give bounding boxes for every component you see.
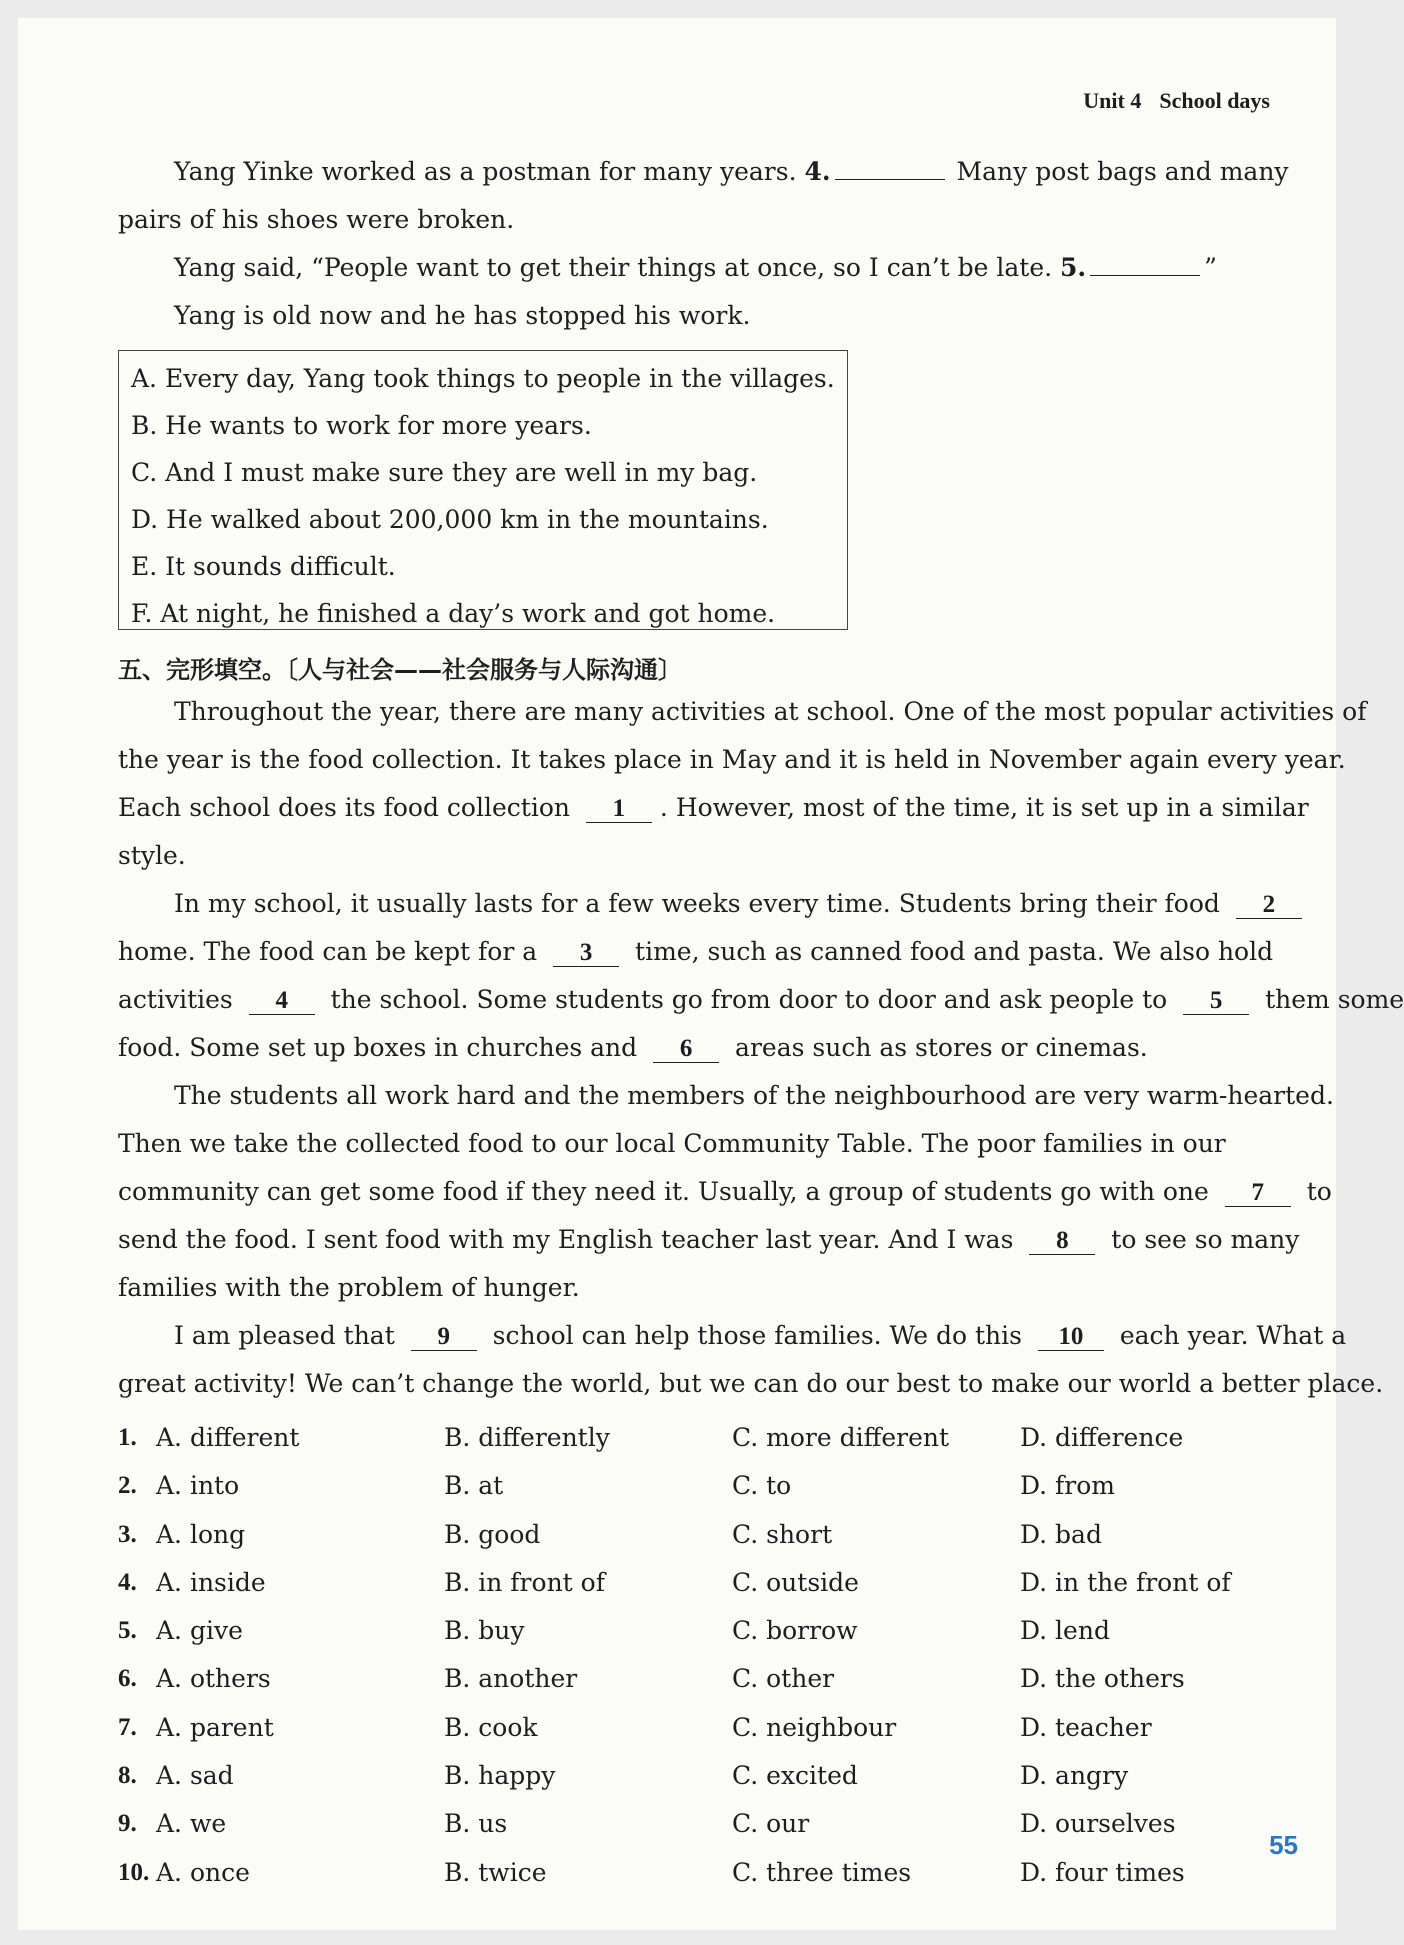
- cloze-text: each year. What a: [1111, 1321, 1347, 1350]
- choice-a: A. sad: [156, 1761, 234, 1791]
- question-number: 6.: [118, 1665, 137, 1693]
- sentence-option: D. He walked about 200,000 km in the mountains.: [131, 505, 769, 534]
- cloze-line: [118, 880, 1308, 928]
- question-number: 2.: [118, 1472, 137, 1500]
- reading-passage: [118, 148, 1308, 340]
- cloze-text: families with the problem of hunger.: [118, 1273, 580, 1302]
- cloze-text: In my school, it usually lasts for a few weeks every time. Students bring their food: [174, 889, 1228, 918]
- cloze-line: [118, 1216, 1308, 1264]
- cloze-passage: [118, 688, 1404, 1408]
- question-number: 4.: [118, 1568, 137, 1596]
- cloze-text: the year is the food collection. It takes place in May and it is held in November again every year.: [118, 745, 1346, 774]
- choice-a: A. once: [156, 1857, 250, 1887]
- question-number: 5.: [118, 1617, 137, 1645]
- choice-a: A. we: [156, 1809, 227, 1839]
- choice-c: C. short: [732, 1519, 833, 1549]
- answer-blank: [835, 153, 945, 180]
- cloze-text: I am pleased that: [174, 1321, 403, 1350]
- reading-text: Many post bags and many: [948, 157, 1289, 186]
- choice-d: D. in the front of: [1020, 1567, 1231, 1597]
- cloze-text: school can help those families. We do this: [484, 1321, 1030, 1350]
- page-number: 55: [1269, 1830, 1298, 1860]
- question-number: 10.: [118, 1858, 150, 1886]
- choice-c: C. borrow: [732, 1616, 858, 1646]
- cloze-gap: 7: [1225, 1180, 1291, 1207]
- cloze-text: to: [1298, 1177, 1332, 1206]
- cloze-text: Then we take the collected food to our local Community Table. The poor families in our: [118, 1129, 1226, 1158]
- sentence-option: A. Every day, Yang took things to people in the villages.: [131, 364, 835, 393]
- question-number: 5.: [1060, 253, 1087, 282]
- choice-b: B. good: [444, 1519, 541, 1549]
- cloze-gap: 8: [1029, 1228, 1095, 1255]
- choice-b: B. twice: [444, 1857, 547, 1887]
- cloze-line: [118, 1360, 1384, 1408]
- cloze-text: food. Some set up boxes in churches and: [118, 1033, 646, 1062]
- cloze-text: Each school does its food collection: [118, 793, 578, 822]
- choice-a: A. parent: [156, 1712, 274, 1742]
- cloze-line: [118, 736, 1346, 784]
- reading-text: Yang said, “People want to get their things at once, so I can’t be late.: [174, 253, 1061, 282]
- cloze-gap: 3: [553, 940, 619, 967]
- choice-a: A. inside: [156, 1567, 266, 1597]
- cloze-line: [118, 1168, 1332, 1216]
- cloze-line: [118, 1072, 1334, 1120]
- cloze-gap: 9: [411, 1324, 477, 1351]
- choice-a: A. different: [156, 1423, 300, 1452]
- choice-a: A. others: [156, 1664, 271, 1694]
- cloze-line: [118, 1120, 1308, 1168]
- choice-d: D. bad: [1020, 1519, 1102, 1549]
- workbook-page: [18, 18, 1404, 1930]
- choice-d: D. teacher: [1020, 1712, 1152, 1742]
- cloze-gap: 4: [249, 988, 315, 1015]
- cloze-text: great activity! We can’t change the world, but we can do our best to make our world a better place.: [118, 1369, 1384, 1398]
- cloze-text: time, such as canned food and pasta. We also hold: [627, 937, 1274, 966]
- choice-c: C. other: [732, 1664, 835, 1694]
- choice-row: [118, 1849, 1308, 1897]
- sentence-option: B. He wants to work for more years.: [131, 411, 592, 440]
- cloze-text: to see so many: [1103, 1225, 1300, 1254]
- sentence-option: E. It sounds difficult.: [131, 552, 396, 581]
- choice-d: D. difference: [1020, 1423, 1184, 1452]
- choice-row: [118, 1607, 1308, 1655]
- cloze-line: [118, 784, 1308, 832]
- cloze-gap: 10: [1038, 1324, 1104, 1351]
- cloze-line: [118, 928, 1308, 976]
- choice-b: B. in front of: [444, 1567, 605, 1597]
- choice-b: B. happy: [444, 1761, 556, 1791]
- choice-d: D. from: [1020, 1471, 1116, 1501]
- choice-a: A. long: [156, 1519, 246, 1549]
- choice-list: [118, 1414, 1308, 1897]
- choice-b: B. buy: [444, 1616, 525, 1646]
- choice-row: [118, 1511, 1308, 1559]
- choice-b: B. us: [444, 1809, 508, 1839]
- question-number: 1.: [118, 1424, 137, 1451]
- sentence-options-box: [118, 350, 848, 630]
- choice-d: D. angry: [1020, 1761, 1129, 1791]
- unit-label: Unit 4: [1083, 88, 1142, 113]
- choice-c: C. excited: [732, 1761, 858, 1791]
- question-number: 7.: [118, 1713, 137, 1741]
- cloze-gap: 2: [1236, 892, 1302, 919]
- choice-d: D. lend: [1020, 1616, 1110, 1646]
- choice-row: [118, 1655, 1308, 1703]
- cloze-text: Throughout the year, there are many activities at school. One of the most popular activities of: [174, 697, 1367, 726]
- choice-b: B. at: [444, 1471, 504, 1501]
- cloze-text: style.: [118, 841, 186, 870]
- cloze-text: areas such as stores or cinemas.: [727, 1033, 1148, 1062]
- sentence-option: F. At night, he finished a day’s work and got home.: [131, 599, 776, 628]
- reading-line: [118, 244, 1308, 292]
- cloze-gap: 1: [586, 796, 652, 823]
- choice-c: C. to: [732, 1471, 792, 1501]
- cloze-text: send the food. I sent food with my English teacher last year. And I was: [118, 1225, 1022, 1254]
- choice-c: C. three times: [732, 1857, 912, 1887]
- choice-row: [118, 1462, 1308, 1510]
- cloze-gap: 5: [1183, 988, 1249, 1015]
- cloze-line: [118, 1264, 1308, 1312]
- choice-a: A. into: [156, 1471, 240, 1501]
- cloze-text: the school. Some students go from door to door and ask people to: [322, 985, 1176, 1014]
- cloze-gap: 6: [653, 1036, 719, 1063]
- reading-line: [118, 196, 1308, 244]
- reading-text: Yang Yinke worked as a postman for many years.: [174, 157, 805, 186]
- question-number: 4.: [804, 157, 831, 186]
- cloze-line: [118, 832, 1308, 880]
- choice-a: A. give: [156, 1616, 243, 1646]
- choice-row: [118, 1414, 1308, 1462]
- question-number: 9.: [118, 1810, 137, 1838]
- choice-b: B. cook: [444, 1712, 538, 1742]
- choice-c: C. neighbour: [732, 1712, 897, 1742]
- reading-text: Yang is old now and he has stopped his work.: [174, 301, 751, 330]
- question-number: 8.: [118, 1762, 137, 1790]
- choice-d: D. four times: [1020, 1857, 1185, 1887]
- choice-b: B. another: [444, 1664, 578, 1694]
- cloze-line: [118, 976, 1404, 1024]
- choice-row: [118, 1704, 1308, 1752]
- reading-line: [118, 148, 1308, 196]
- section-title: 五、完形填空。〔人与社会——社会服务与人际沟通〕: [118, 656, 682, 684]
- cloze-text: . However, most of the time, it is set up in a similar: [659, 793, 1309, 822]
- choice-row: [118, 1800, 1308, 1848]
- sentence-option: C. And I must make sure they are well in my bag.: [131, 458, 758, 487]
- cloze-text: activities: [118, 985, 241, 1014]
- cloze-line: [118, 1024, 1308, 1072]
- choice-c: C. more different: [732, 1423, 950, 1452]
- unit-title: School days: [1159, 88, 1270, 113]
- answer-blank: [1090, 249, 1200, 276]
- choice-row: [118, 1559, 1308, 1607]
- cloze-line: [118, 688, 1367, 736]
- choice-d: D. ourselves: [1020, 1809, 1176, 1839]
- running-header: [1083, 88, 1270, 114]
- cloze-text: them some: [1257, 985, 1404, 1014]
- choice-d: D. the others: [1020, 1664, 1185, 1694]
- reading-text: ”: [1204, 253, 1217, 282]
- cloze-text: community can get some food if they need it. Usually, a group of students go with one: [118, 1177, 1217, 1206]
- cloze-text: The students all work hard and the members of the neighbourhood are very warm-hearted.: [174, 1081, 1334, 1110]
- reading-line: [118, 292, 1308, 340]
- choice-c: C. our: [732, 1809, 810, 1839]
- choice-row: [118, 1752, 1308, 1800]
- cloze-line: [118, 1312, 1347, 1360]
- choice-c: C. outside: [732, 1567, 859, 1597]
- choice-b: B. differently: [444, 1423, 610, 1452]
- reading-text: pairs of his shoes were broken.: [118, 205, 515, 234]
- question-number: 3.: [118, 1520, 137, 1548]
- cloze-text: home. The food can be kept for a: [118, 937, 546, 966]
